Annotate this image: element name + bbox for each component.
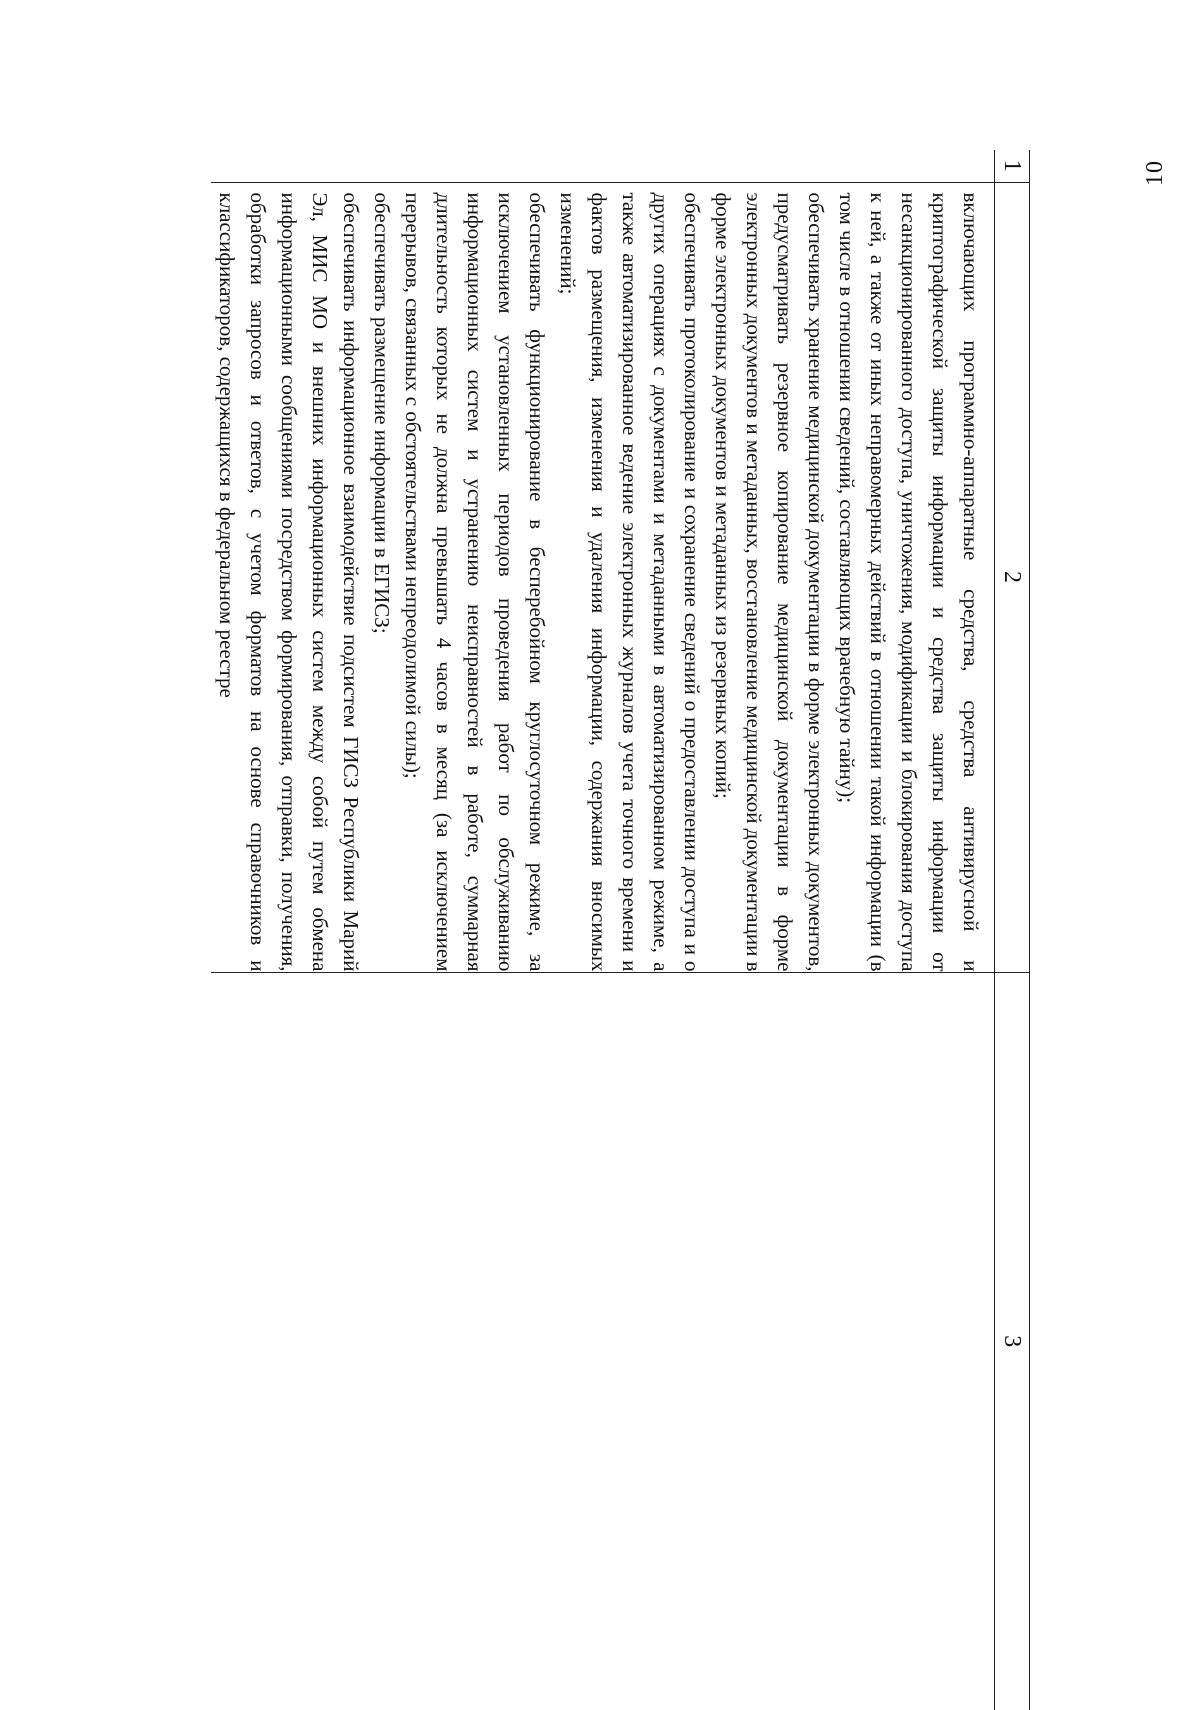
column-header-2: 2 bbox=[995, 182, 1030, 972]
page-number: 10 bbox=[1141, 160, 1168, 186]
column-1-cell bbox=[211, 150, 995, 182]
paragraph-logging: обеспечивать протоколирование и сохранение сведений о предоставлении доступа и о других операциях с документами и метаданными в автоматизированном режиме, а также автоматизированное ведение электронных журналов учета точного времени и фактов размещения, изменения и удаления информации, содержания вносимых изменений; bbox=[556, 192, 704, 972]
paragraph-uptime: обеспечивать функционирование в бесперебойном круглосуточном режиме, за исключением установленных периодов проведения работ по обслуживанию информационных систем и устранению неисправностей в работе, суммарная длительность которых не должна превышать 4 часов в месяц (за исключением перерывов, связанных с обстоятельствами непреодолимой силы); bbox=[401, 192, 549, 972]
paragraph-protection: включающих программно-аппаратные средства, средства антивирусной и криптографической защиты информации и средства защиты информации от несанкционированного доступа, уничтожения, модификации и блокирования доступа к ней, а также от иных неправомерных действий в отношении такой информации (в том числе в отношении сведений, составляющих врачебную тайну); bbox=[835, 192, 983, 972]
column-header-1: 1 bbox=[995, 150, 1030, 182]
paragraph-egisz: обеспечивать размещение информации в ЕГИСЗ; bbox=[370, 192, 394, 634]
table-header-row bbox=[995, 150, 1030, 1710]
paragraph-interaction: обеспечивать информационное взаимодействие подсистем ГИСЗ Республики Марий Эл, МИС МО и внешних информационных систем между собой путем обмена информационными сообщениями посредством формирования, отправки, получения, обработки запросов и ответов, с учетом форматов на основе справочников и классификаторов, содержащихся в федеральном реестре bbox=[215, 192, 363, 972]
requirements-table-wrapper bbox=[200, 150, 1030, 1710]
column-2-cell bbox=[211, 182, 995, 972]
table-row bbox=[211, 150, 995, 1710]
rotated-page-area bbox=[200, 150, 1030, 1710]
column-header-3: 3 bbox=[995, 972, 1030, 1710]
column-3-cell bbox=[211, 972, 995, 1710]
paragraph-storage: обеспечивать хранение медицинской документации в форме электронных документов, предусматривать резервное копирование медицинской документации в форме электронных документов и метаданных, восстановление медицинской документации в форме электронных документов и метаданных из резервных копий; bbox=[711, 192, 828, 972]
requirements-table bbox=[211, 150, 1030, 1710]
column-2-text bbox=[211, 183, 994, 972]
